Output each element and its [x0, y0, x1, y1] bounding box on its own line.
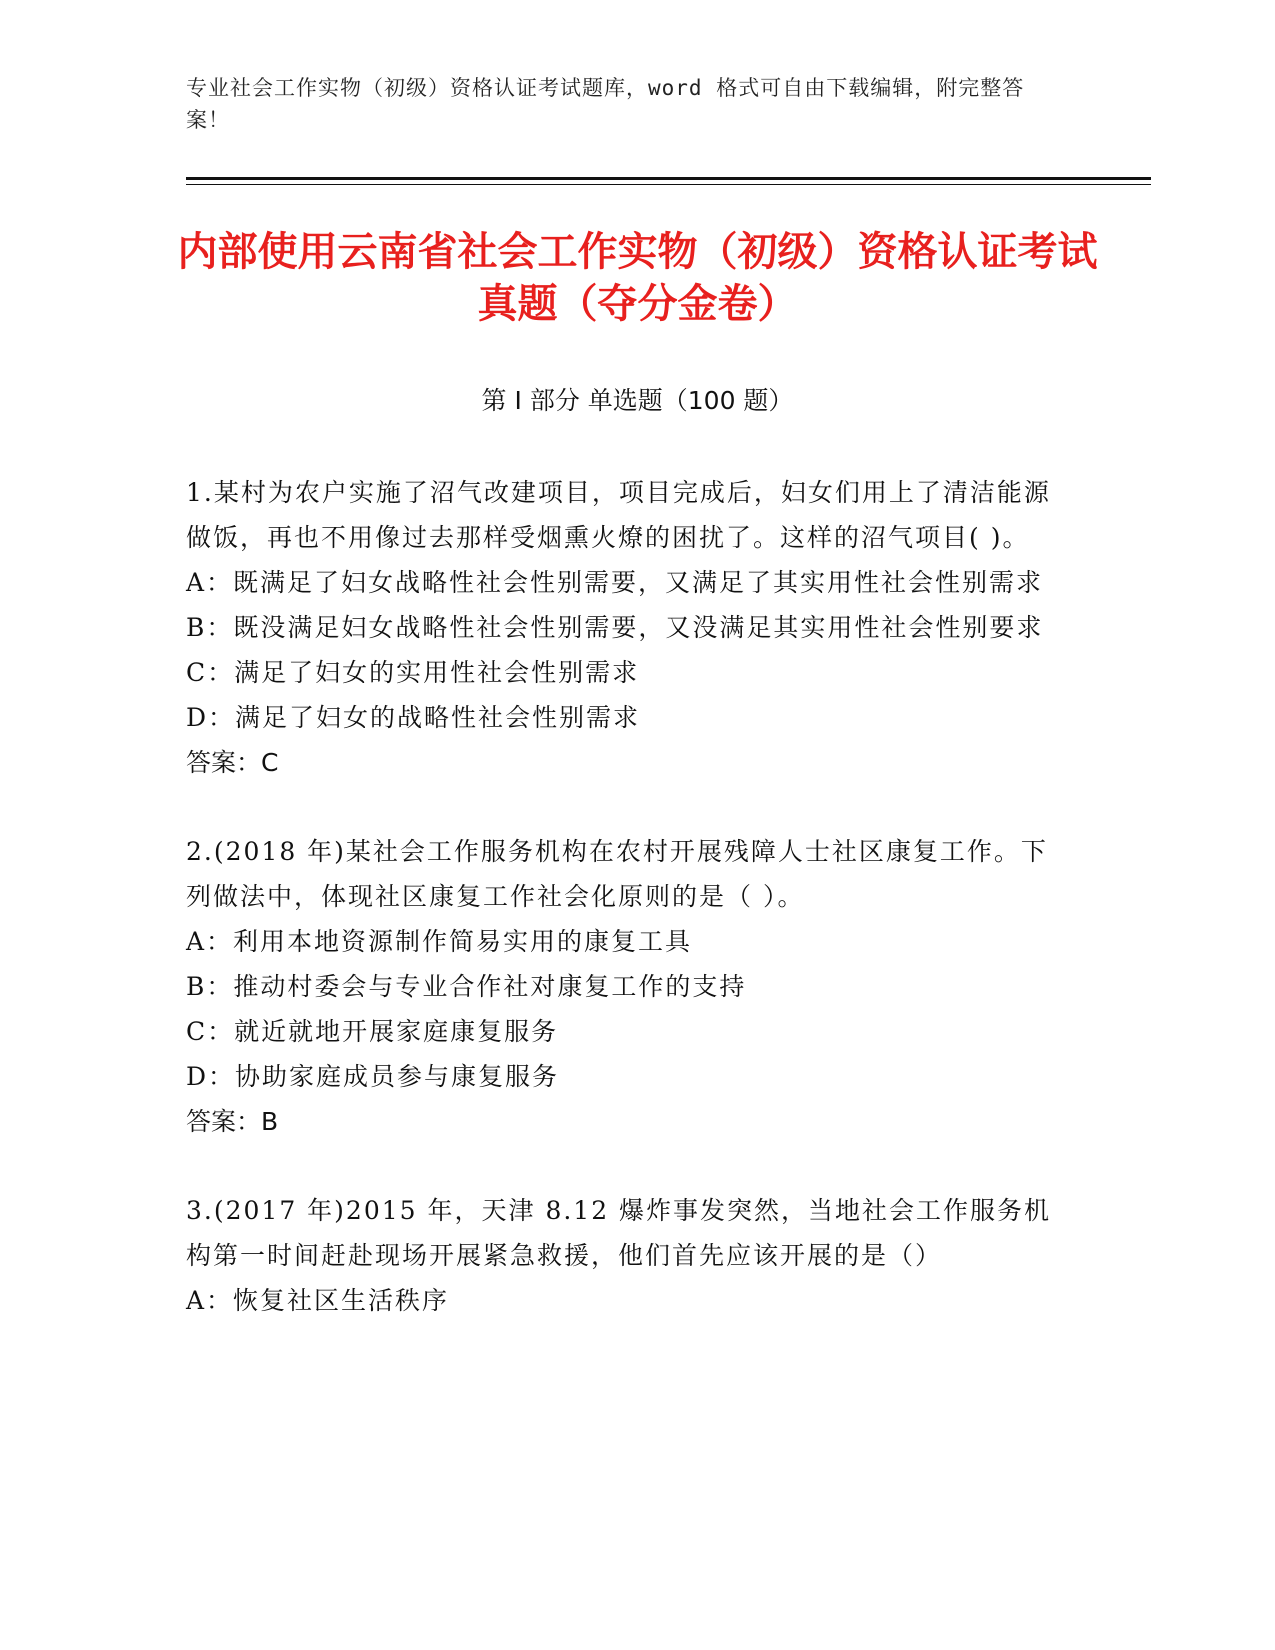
question-3 [186, 1188, 1066, 1323]
option-b: B：既没满足妇女战略性社会性别需要，又没满足其实用性社会性别要求 [186, 613, 1044, 642]
option-d: D：协助家庭成员参与康复服务 [186, 1062, 560, 1091]
option-b: B：推动村委会与专业合作社对康复工作的支持 [186, 972, 747, 1001]
option-d: D：满足了妇女的战略性社会性别需求 [186, 703, 641, 732]
question-2 [186, 829, 1066, 1144]
option-a: A：恢复社区生活秩序 [186, 1286, 450, 1315]
header-rule-thick [186, 177, 1151, 180]
option-c: C：就近就地开展家庭康复服务 [186, 1017, 559, 1046]
question-list [186, 470, 1066, 1367]
answer: 答案：C [186, 748, 279, 777]
question-stem: 3.(2017 年)2015 年，天津 8.12 爆炸事发突然，当地社会工作服务机构第一时间赶赴现场开展紧急救援，他们首先应该开展的是（） [186, 1196, 1052, 1270]
option-a: A：利用本地资源制作简易实用的康复工具 [186, 927, 693, 956]
header-rule-thin [186, 184, 1151, 185]
option-a: A：既满足了妇女战略性社会性别需要，又满足了其实用性社会性别需求 [186, 568, 1044, 597]
section-title: 第 I 部分 单选题（100 题） [481, 386, 794, 415]
question-1 [186, 470, 1066, 785]
option-c: C：满足了妇女的实用性社会性别需求 [186, 658, 640, 687]
question-stem: 1.某村为农户实施了沼气改建项目，项目完成后，妇女们用上了清洁能源做饭，再也不用像过去那样受烟熏火燎的困扰了。这样的沼气项目( )。 [186, 478, 1051, 552]
answer: 答案：B [186, 1107, 279, 1136]
document-title: 内部使用云南省社会工作实物（初级）资格认证考试真题（夺分金卷） [177, 229, 1098, 327]
header-note: 专业社会工作实物（初级）资格认证考试题库，word 格式可自由下载编辑，附完整答案！ [186, 76, 1025, 132]
question-stem: 2.(2018 年)某社会工作服务机构在农村开展残障人士社区康复工作。下列做法中，体现社区康复工作社会化原则的是（ ）。 [186, 837, 1048, 911]
